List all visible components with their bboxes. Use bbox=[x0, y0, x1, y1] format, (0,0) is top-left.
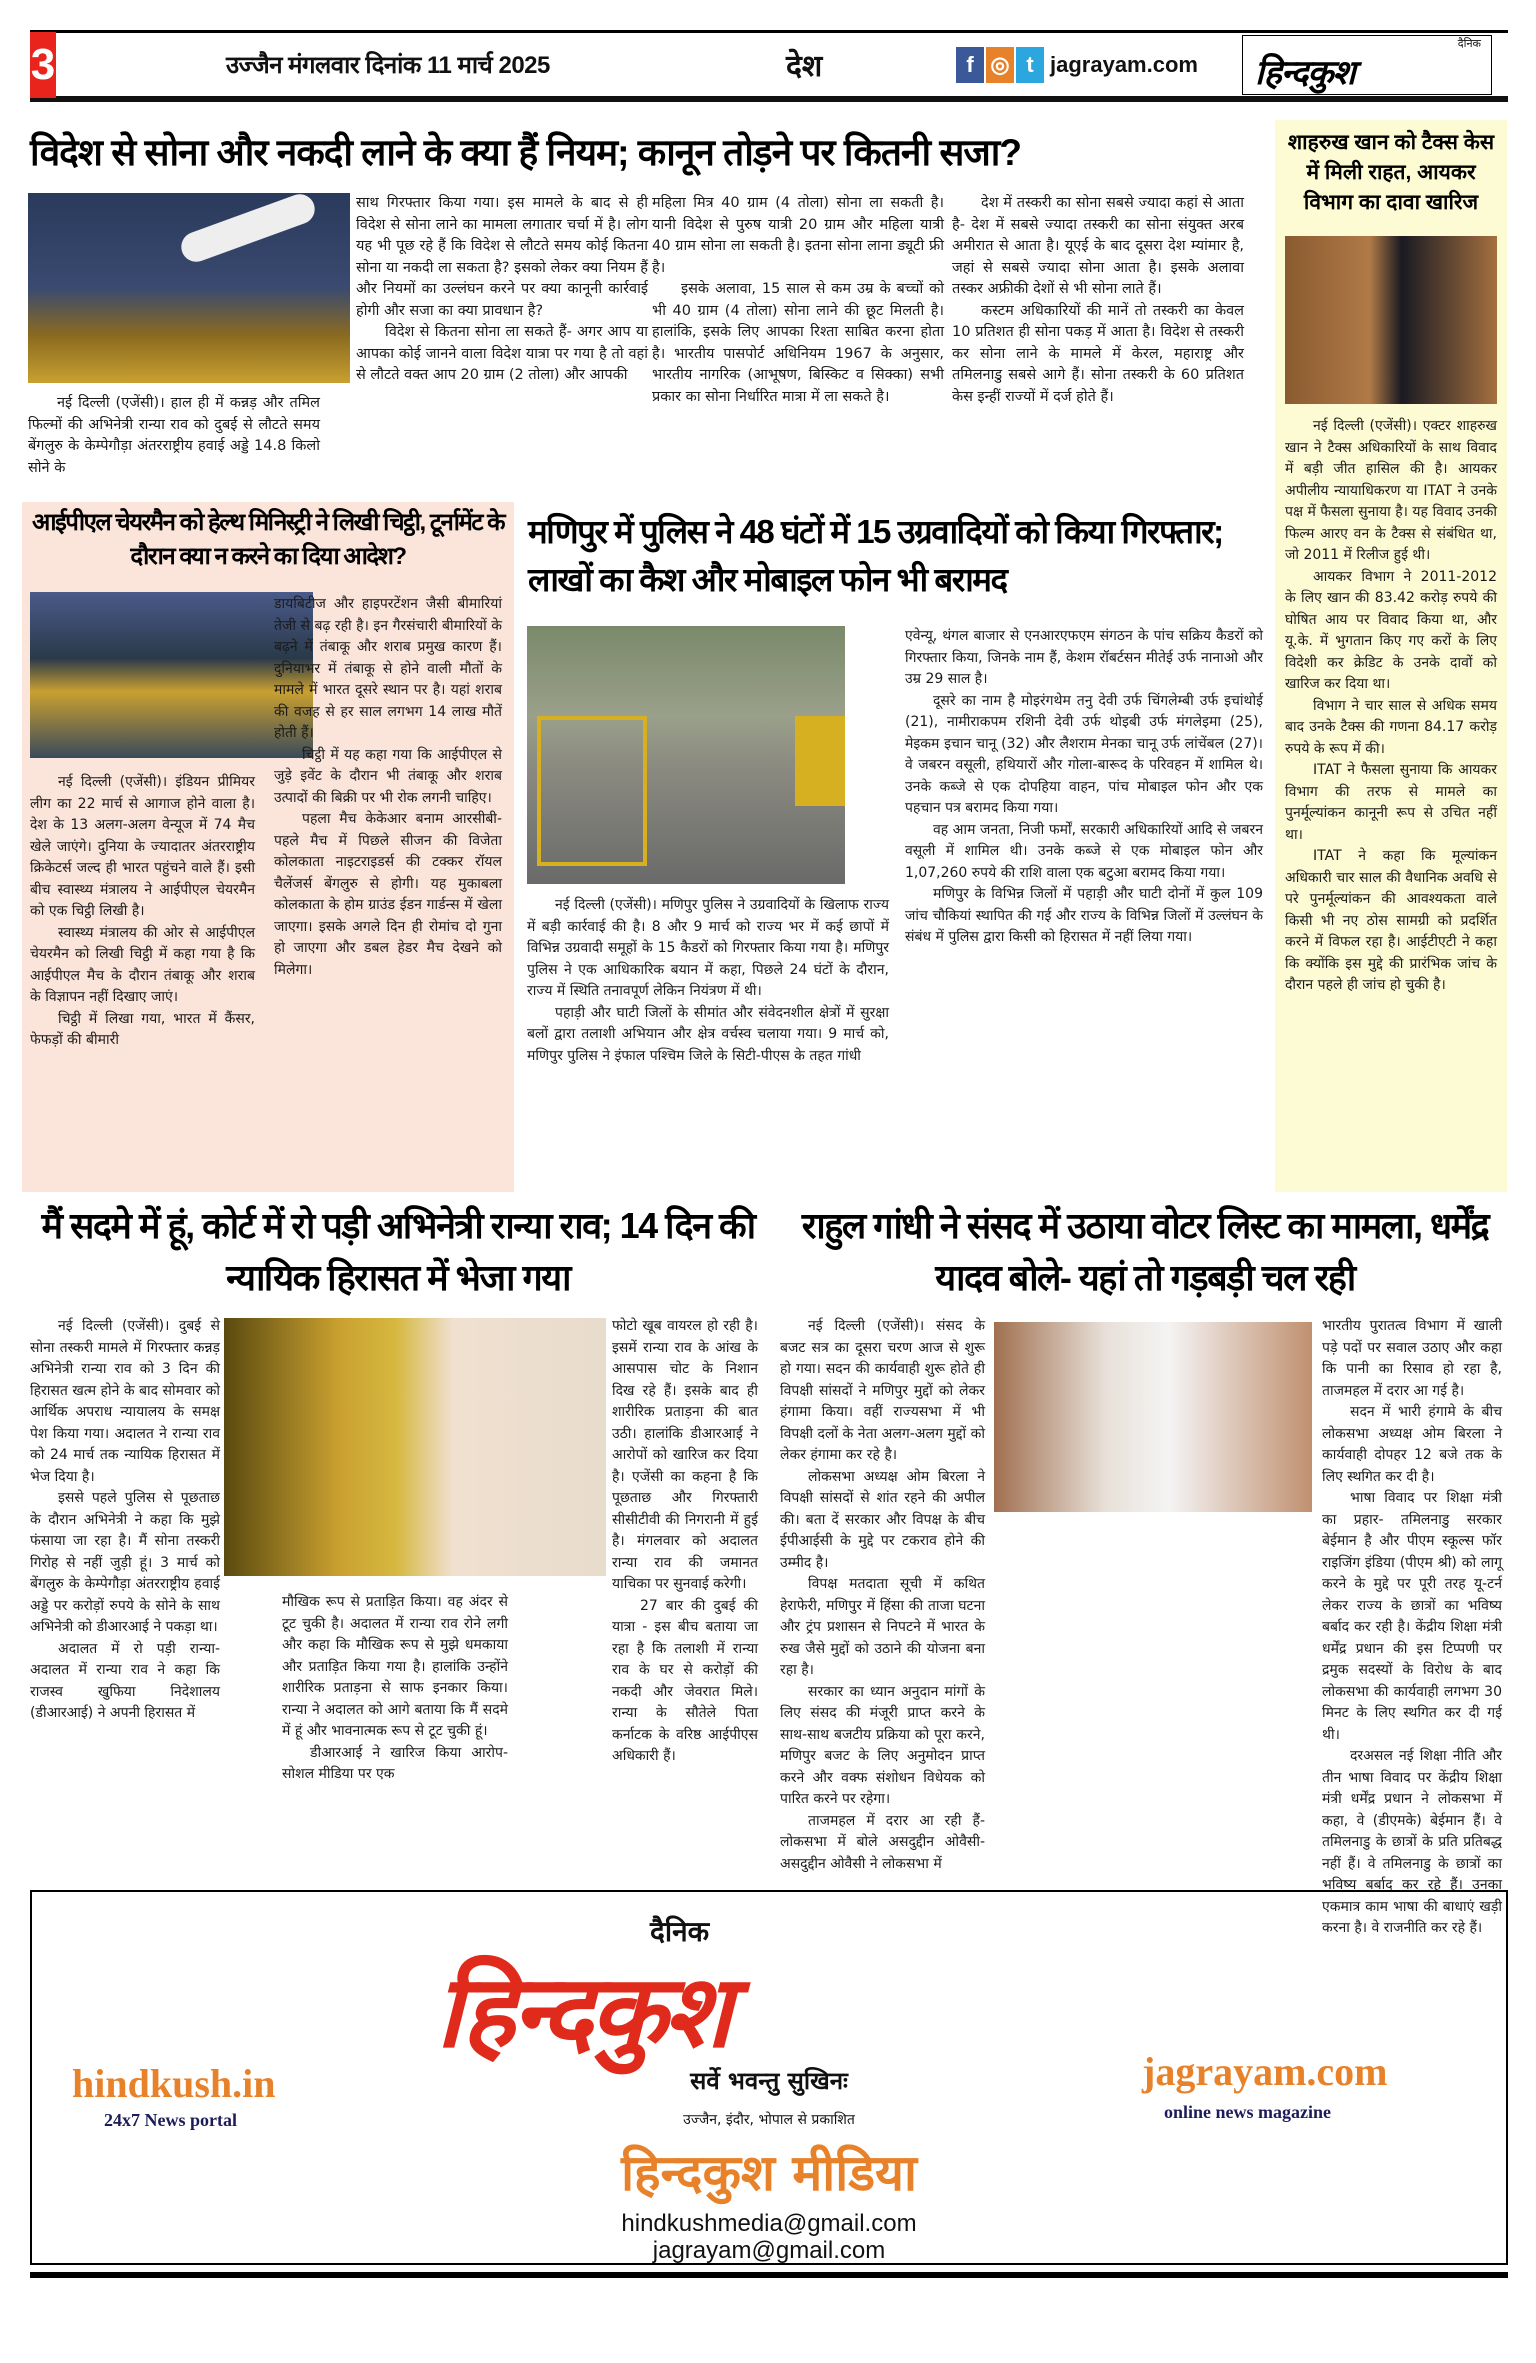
article-ranya-col2 bbox=[282, 1592, 508, 1786]
paragraph: नई दिल्ली (एजेंसी)। हाल ही में कन्नड़ और तमिल फिल्मों की अभिनेत्री रान्या राव को दुबई से लौटते समय बेंगलुरु के केम्पेगौड़ा अंतरराष्ट्रीय हवाई अड्डे 14.8 किलो सोने के bbox=[28, 395, 320, 476]
rss-icon[interactable]: ◎ bbox=[986, 47, 1014, 83]
social-icons bbox=[956, 47, 1044, 83]
barricade-shape bbox=[795, 716, 845, 806]
masthead-logo bbox=[1242, 35, 1492, 95]
ranya-rao-gold-photo bbox=[224, 1318, 606, 1576]
ipl-panel bbox=[22, 502, 514, 1192]
paragraph: चिट्ठी में यह कहा गया कि आईपीएल से जुड़े इवेंट के दौरान भी तंबाकू और शराब उत्पादों की बिक्री पर भी रोक लगनी चाहिए। bbox=[274, 746, 502, 806]
headline-rahul: राहुल गांधी ने संसद में उठाया वोटर लिस्ट का मामला, धर्मेंद्र यादव बोले- यहां तो गड़बड़ी चल रही bbox=[801, 1205, 1489, 1298]
paragraph: विदेश से कितना सोना ला सकते हैं- अगर आप या आपका कोई जानने वाला विदेश यात्रा पर गया है तो वहां से लौटते वक्त आप 20 ग्राम (2 तोला) और आपकी bbox=[356, 324, 648, 383]
article-gold-col3 bbox=[652, 193, 944, 408]
paragraph: लोकसभा अध्यक्ष ओम बिरला ने विपक्षी सांसदों से शांत रहने की अपील की। बता दें सरकार और विपक्ष के बीच ईपीआईसी के मुद्दे पर टकराव होने की उम्मीद है। bbox=[780, 1468, 985, 1571]
paragraph: चिट्ठी में लिखा गया, भारत में कैंसर, फेफड़ों की बीमारी bbox=[30, 1010, 255, 1048]
masthead bbox=[30, 30, 1508, 102]
article-gold-col4 bbox=[952, 193, 1244, 408]
headline-manipur: मणिपुर में पुलिस ने 48 घंटों में 15 उग्रवादियों को किया गिरफ्तार; लाखों का कैश और मोबाइल फोन भी बरामद bbox=[528, 513, 1223, 598]
paragraph: ITAT ने कहा कि मूल्यांकन अधिकारी चार साल की वैधानिक अवधि से परे पुनर्मूल्यांकन की आवश्यकता वाले किसी भी नए ठोस सामग्री को प्रदर्शित करने में विफल रहा है। आईटीएटी ने कहा कि क्योंकि इस मुद्दे की प्रारंभिक जांच के दौरान पहले ही जांच हो चुकी है। bbox=[1285, 848, 1497, 993]
dateline: उज्जैन मंगलवार दिनांक 11 मार्च 2025 bbox=[226, 52, 550, 79]
twitter-icon[interactable]: t bbox=[1016, 47, 1044, 83]
advertisement-box bbox=[30, 1890, 1508, 2265]
section-label: देश bbox=[786, 50, 823, 83]
article-ipl-left bbox=[30, 772, 255, 1052]
paragraph: साथ गिरफ्तार किया गया। इस मामले के बाद से ही विदेश से सोना लाने का मामला लगातार चर्चा में है। लोग यह भी पूछ रहे हैं कि विदेश से लौटते समय कोई कितना सोना या नकदी ला सकता है? इसको लेकर क्या नियम हैं और नियमों का उल्लंघन करने पर क्या कानूनी कार्रवाई होगी और सजा का क्या प्रावधान है? bbox=[356, 195, 648, 319]
paragraph: वह आम जनता, निजी फर्मों, सरकारी अधिकारियों आदि से जबरन वसूली में शामिल थी। उनके कब्जे से एक मोबाइल फोन और 1,07,260 रुपये की राशि वाला एक बटुआ बरामद किया गया। bbox=[905, 821, 1263, 881]
airplane-gold-image bbox=[28, 193, 350, 383]
paragraph: इससे पहले पुलिस से पूछताछ के दौरान अभिनेत्री ने कहा कि मुझे फंसाया जा रहा है। मैं सोना तस्करी गिरोह से नहीं जुड़ी हूं। 3 मार्च को बेंगलुरु के केम्पेगौड़ा अंतरराष्ट्रीय हवाई अड्डे पर करोड़ों रुपये के सोने के साथ अभिनेत्री को डीआरआई ने पकड़ा था। bbox=[30, 1490, 220, 1635]
paragraph: विभाग ने चार साल से अधिक समय बाद उनके टैक्स की गणना 84.17 करोड़ रुपये के रूप में की। bbox=[1285, 697, 1497, 757]
paragraph: ITAT ने फैसला सुनाया कि आयकर विभाग की तरफ से मामले का पुनर्मूल्यांकन कानूनी रूप से उचित नहीं था। bbox=[1285, 762, 1497, 843]
paragraph: पहला मैच केकेआर बनाम आरसीबी- पहले मैच में पिछले सीजन की विजेता कोलकाता नाइटराइडर्स की टक्कर रॉयल चैलेंजर्स बेंगलुरु से होगी। यह मुकाबला कोलकाता के होम ग्राउंड ईडन गार्डन्स में खेला जाएगा। इसके अगले दिन ही रोमांच दो गुना हो जाएगा और डबल हेडर मैच देखने को मिलेगा। bbox=[274, 811, 502, 978]
srk-panel bbox=[1275, 120, 1507, 1192]
paragraph: सदन में भारी हंगामे के बीच लोकसभा अध्यक्ष ओम बिरला ने कार्यवाही दोपहर 12 बजे तक के लिए स्थगित कर दी है। bbox=[1322, 1404, 1502, 1485]
paragraph: भारतीय पुरातत्व विभाग में खाली पड़े पदों पर सवाल उठाए और कहा कि पानी का रिसाव हो रहा है, ताजमहल में दरार आ गई है। bbox=[1322, 1318, 1502, 1399]
article-ranya-col1 bbox=[30, 1316, 220, 1725]
ipl-trophy-stadium-photo bbox=[30, 592, 313, 758]
airplane-shape bbox=[177, 193, 319, 266]
paragraph: ताजमहल में दरार आ रही हैं- लोकसभा में बोले असदुद्दीन ओवैसी- असदुद्दीन ओवैसी ने लोकसभा में bbox=[780, 1812, 985, 1872]
barricade-shape bbox=[537, 716, 647, 866]
paragraph: नई दिल्ली (एजेंसी)। दुबई से सोना तस्करी मामले में गिरफ्तार कन्नड़ अभिनेत्री रान्या राव को 3 दिन की हिरासत खत्म होने के बाद सोमवार को आर्थिक अपराध न्यायालय के समक्ष पेश किया गया। अदालत ने रान्या राव को 24 मार्च तक न्यायिक हिरासत में भेज दिया है। bbox=[30, 1318, 220, 1485]
paragraph: विपक्ष मतदाता सूची में कथित हेराफेरी, मणिपुर में हिंसा की ताजा घटना और ट्रंप प्रशासन से निपटने में भारत के रुख जैसे मुद्दों को उठाने की योजना बना रहा है। bbox=[780, 1576, 985, 1678]
ad-logo: हिन्दकुश bbox=[436, 1952, 729, 2070]
ad-email-2[interactable]: jagrayam@gmail.com bbox=[652, 2237, 886, 2264]
article-rahul-col2 bbox=[1322, 1316, 1502, 1940]
article-rahul-col1 bbox=[780, 1316, 985, 1875]
ad-dainik: दैनिक bbox=[650, 1915, 710, 1948]
headline-gold: विदेश से सोना और नकदी लाने के क्या हैं नियम; कानून तोड़ने पर कितनी सजा? bbox=[30, 132, 1021, 173]
ad-left-tag: 24x7 News portal bbox=[104, 2110, 237, 2130]
ad-left-site[interactable]: hindkush.in bbox=[72, 2061, 276, 2106]
paragraph: महिला मित्र 40 ग्राम (4 तोला) सोना ला सकती है। यानी विदेश से पुरुष यात्री 20 ग्राम और महिला यात्री 40 ग्राम सोना ला सकती है। इतना सोना लाना ड्यूटी फ्री है। bbox=[652, 195, 944, 276]
paragraph: देश में तस्करी का सोना सबसे ज्यादा कहां से आता है- देश में सबसे ज्यादा तस्करी का सोना संयुक्त अरब अमीरात से आता है। यूएई के बाद दूसरा देश म्यांमार है, जहां से सबसे ज्यादा सोना आता है। इसके अलावा तस्कर अफ्रीकी देशों से भी सोना लाते हैं। bbox=[952, 195, 1244, 297]
headline-ranya: मैं सदमे में हूं, कोर्ट में रो पड़ी अभिनेत्री रान्या राव; 14 दिन की न्यायिक हिरासत में भेजा गया bbox=[41, 1205, 755, 1298]
paragraph: आयकर विभाग ने 2011-2012 के लिए खान की 83.42 करोड़ रुपये की घोषित आय पर विवाद किया था, और यू.के. में भुगतान किए गए करों के लिए विदेशी कर क्रेडिट के उनके दावों को खारिज कर दिया था। bbox=[1285, 568, 1497, 692]
paragraph: अदालत में रो पड़ी रान्या- अदालत में रान्या राव ने कहा कि राजस्व खुफिया निदेशालय (डीआरआई) ने अपनी हिरासत में bbox=[30, 1640, 220, 1721]
paragraph: भाषा विवाद पर शिक्षा मंत्री का प्रहार- तमिलनाडु सरकार बेईमान है और पीएम स्कूल्स फॉर राइजिंग इंडिया (पीएम श्री) को लागू करने के मुद्दे पर पूरी तरह यू-टर्न लेकर राज्य के छात्रों का भविष्य बर्बाद कर रही है। केंद्रीय शिक्षा मंत्री धर्मेंद्र प्रधान की इस टिप्पणी पर द्रमुक सदस्यों के विरोध के बाद लोकसभा की कार्यवाही लगभग 30 मिनट के लिए स्थगित कर दी गई थी। bbox=[1322, 1490, 1502, 1743]
website-link[interactable]: jagrayam.com bbox=[1050, 51, 1198, 77]
paragraph: फोटो खूब वायरल हो रही है। इसमें रान्या राव के आंख के आसपास चोट के निशान दिख रहे हैं। इसके बाद ही शारीरिक प्रताड़ना की बात उठी। हालांकि डीआरआई ने आरोपों को खारिज कर दिया है। एजेंसी का कहना है कि पूछताछ और गिरफ्तारी सीसीटीवी की निगरानी में हुई है। मंगलवार को अदालत रान्या राव की जमानत याचिका पर सुनवाई करेगी। bbox=[612, 1318, 758, 1592]
headline-ipl: आईपीएल चेयरमैन को हेल्थ मिनिस्ट्री ने लिखी चिट्ठी, टूर्नामेंट के दौरान क्या न करने का दिया आदेश? bbox=[31, 509, 505, 570]
paragraph: पहाड़ी और घाटी जिलों के सीमांत और संवेदनशील क्षेत्रों में सुरक्षा बलों द्वारा तलाशी अभियान और क्षेत्र वर्चस्व चलाया गया। 9 मार्च को, मणिपुर पुलिस ने इंफाल पश्चिम जिले के सिटी-पीएस के तहत गांधी bbox=[527, 1004, 889, 1064]
paragraph: नई दिल्ली (एजेंसी)। इंडियन प्रीमियर लीग का 22 मार्च से आगाज होने वाला है। देश के 13 अलग-अलग वेन्यूज में 74 मैच खेले जाएंगे। दुनिया के ज्यादातर अंतरराष्ट्रीय क्रिकेटर्स जल्द ही भारत पहुंचने वाले हैं। इसी बीच स्वास्थ्य मंत्रालय ने आईपीएल चेयरमैन को एक चिट्ठी लिखी है। bbox=[30, 774, 255, 919]
logo-text: हिन्दकुश bbox=[1255, 52, 1355, 93]
shah-rukh-khan-photo bbox=[1285, 236, 1497, 404]
article-srk-body bbox=[1275, 404, 1507, 997]
paragraph: 27 बार की दुबई की यात्रा - इस बीच बताया जा रहा है कि तलाशी में रान्या राव के घर से करोड़ों की नकदी और जेवरात मिले। रान्या के सौतेले पिता कर्नाटक के वरिष्ठ आईपीएस अधिकारी हैं। bbox=[612, 1597, 758, 1764]
paragraph: दूसरे का नाम है मोइरंगथेम तनु देवी उर्फ चिंगलेम्बी उर्फ इचांथोई (21), नामीराकपम रशिनी देवी उर्फ थोइबी उर्फ मंगलेइमा (25), मेइकम इचान चानू (32) और लैशराम मेनका चानू उर्फ लांचेंबल (27)। वे जबरन वसूली, हथियारों और गोला-बारूद के परिवहन में शामिल थे। उनके कब्जे से एक दोपहिया वाहन, पांच मोबाइल फोन और एक पहचान पत्र बरामद किया गया। bbox=[905, 692, 1263, 816]
page-number: 3 bbox=[30, 32, 56, 98]
article-gold-col2 bbox=[356, 193, 648, 387]
paragraph: डीआरआई ने खारिज किया आरोप- सोशल मीडिया पर एक bbox=[282, 1744, 508, 1782]
paragraph: मौखिक रूप से प्रताड़ित किया। वह अंदर से टूट चुकी है। अदालत में रान्या राव रोने लगी और कहा कि मौखिक रूप से मुझे धमकाया और प्रताड़ित किया गया है। हालांकि उन्होंने शारीरिक प्रताड़ना से साफ इनकार किया। रान्या ने अदालत को आगे बताया कि मैं सदमे में हूं और भावनात्मक रूप से टूट चुकी हूं। bbox=[282, 1594, 508, 1739]
logo-dainik: दैनिक bbox=[1457, 36, 1481, 50]
article-gold-col1 bbox=[28, 393, 320, 479]
ad-published: उज्जैन, इंदौर, भोपाल से प्रकाशित bbox=[683, 2112, 855, 2128]
ad-motto: सर्वे भवन्तु सुखिनः bbox=[690, 2067, 848, 2095]
ad-email-1[interactable]: hindkushmedia@gmail.com bbox=[621, 2210, 917, 2237]
paragraph: एवेन्यू, थंगल बाजार से एनआरएफएम संगठन के पांच सक्रिय कैडरों को गिरफ्तार किया, जिनके नाम हैं, केशम रॉबर्टसन मीतेई उर्फ नानाओ और उम्र 29 साल है। bbox=[905, 628, 1263, 687]
rahul-gandhi-parliament-photo bbox=[994, 1322, 1312, 1512]
paragraph: स्वास्थ्य मंत्रालय की ओर से आईपीएल चेयरमैन को लिखी चिट्ठी में कहा गया है कि आईपीएल मैच के दौरान तंबाकू और शराब के विज्ञापन नहीं दिखाए जाएं। bbox=[30, 924, 255, 1005]
paragraph: नई दिल्ली (एजेंसी)। संसद के बजट सत्र का दूसरा चरण आज से शुरू हो गया। सदन की कार्यवाही शुरू होते ही विपक्षी सांसदों ने मणिपुर मुद्दों को लेकर हंगामा किया। वहीं राज्यसभा में भी विपक्षी दलों के नेता अलग-अलग मुद्दों को लेकर हंगामा कर रहे है। bbox=[780, 1318, 985, 1463]
ad-media: हिन्दकुश मीडिया bbox=[621, 2144, 917, 2202]
paragraph: मणिपुर के विभिन्न जिलों में पहाड़ी और घाटी दोनों में कुल 109 जांच चौकियां स्थापित की गई और राज्य के विभिन्न जिलों में उल्लंघन के संबंध में पुलिस द्वारा किसी को हिरासत में नहीं लिया गया। bbox=[905, 886, 1263, 945]
paragraph: नई दिल्ली (एजेंसी)। एक्टर शाहरुख खान ने टैक्स अधिकारियों के साथ विवाद में बड़ी जीत हासिल की है। आयकर अपीलीय न्यायाधिकरण या ITAT ने उनके पक्ष में फैसला सुनाया है। यह विवाद उनकी फिल्म आरए वन के टैक्स से संबंधित था, जो 2011 में रिलीज हुई थी। bbox=[1285, 418, 1497, 563]
paragraph: सरकार का ध्यान अनुदान मांगों के लिए संसद की मंजूरी प्राप्त करने के साथ-साथ बजटीय प्रक्रिया को पूरा करने, मणिपुर बजट के लिए अनुमोदन प्राप्त करने और वक्फ संशोधन विधेयक को पारित करने पर रहेगा। bbox=[780, 1683, 985, 1807]
paragraph: दरअसल नई शिक्षा नीति और तीन भाषा विवाद पर केंद्रीय शिक्षा मंत्री धर्मेंद्र प्रधान ने लोकसभा में कहा, वे (डीएमके) बेईमान हैं। वे तमिलनाडु के छात्रों के प्रति प्रतिबद्ध नहीं हैं। वे तमिलनाडु के छात्रों का भविष्य बर्बाद कर रहे हैं। उनका एकमात्र काम भाषा की बाधाएं खड़ी करना है। वे राजनीति कर रहे हैं। bbox=[1322, 1748, 1502, 1936]
article-manipur-right bbox=[905, 626, 1263, 949]
facebook-icon[interactable]: f bbox=[956, 47, 984, 83]
paragraph: डायबिटीज और हाइपरटेंशन जैसी बीमारियां तेजी से बढ़ रही है। इन गैरसंचारी बीमारियों के बढ़ने में तंबाकू और शराब प्रमुख कारण हैं। दुनियाभर में तंबाकू से होने वाली मौतों के मामले में भारत दूसरे स्थान पर है। यहां शराब की वजह से हर साल लगभग 14 लाख मौतें होती हैं। bbox=[274, 596, 502, 741]
article-ipl-right bbox=[274, 594, 502, 981]
paragraph: इसके अलावा, 15 साल से कम उम्र के बच्चों को भी 40 ग्राम (4 तोला) सोना लाने की छूट मिलती है। हालांकि, इसके लिए आपका रिश्ता साबित करना होता है। भारतीय पासपोर्ट अधिनियम 1967 के अनुसार, भारतीय नागरिक (आभूषण, बिस्किट व सिक्का) सभी प्रकार का सोना निर्धारित मात्रा में ला सकते है। bbox=[652, 281, 944, 405]
headline-srk: शाहरुख खान को टैक्स केस में मिली राहत, आयकर विभाग का दावा खारिज bbox=[1287, 131, 1495, 214]
bottom-rule bbox=[30, 2272, 1508, 2278]
paragraph: नई दिल्ली (एजेंसी)। मणिपुर पुलिस ने उग्रवादियों के खिलाफ राज्य में बड़ी कार्रवाई की है। 8 और 9 मार्च को राज्य भर में कई छापों में विभिन्न उग्रवादी समूहों के 15 कैडरों को गिरफ्तार किया गया है। मणिपुर पुलिस ने एक आधिकारिक बयान में कहा, पिछले 24 घंटों के दौरान, राज्य में स्थिति तनावपूर्ण लेकिन नियंत्रण में थी। bbox=[527, 897, 889, 999]
paragraph: कस्टम अधिकारियों की मानें तो तस्करी का केवल 10 प्रतिशत ही सोना पकड़ में आता है। विदेश से तस्करी कर सोना लाने के मामले में केरल, महाराष्ट्र और तमिलनाडु सबसे आगे हैं। सोना तस्करी के 60 प्रतिशत केस इन्हीं राज्यों में दर्ज होते हैं। bbox=[952, 302, 1244, 405]
ad-right-tag: online news magazine bbox=[1164, 2102, 1332, 2122]
ad-right-site[interactable]: jagrayam.com bbox=[1142, 2049, 1388, 2094]
police-barricade-photo bbox=[527, 626, 845, 884]
article-ranya-col3 bbox=[612, 1316, 758, 1768]
article-manipur-left bbox=[527, 895, 889, 1067]
